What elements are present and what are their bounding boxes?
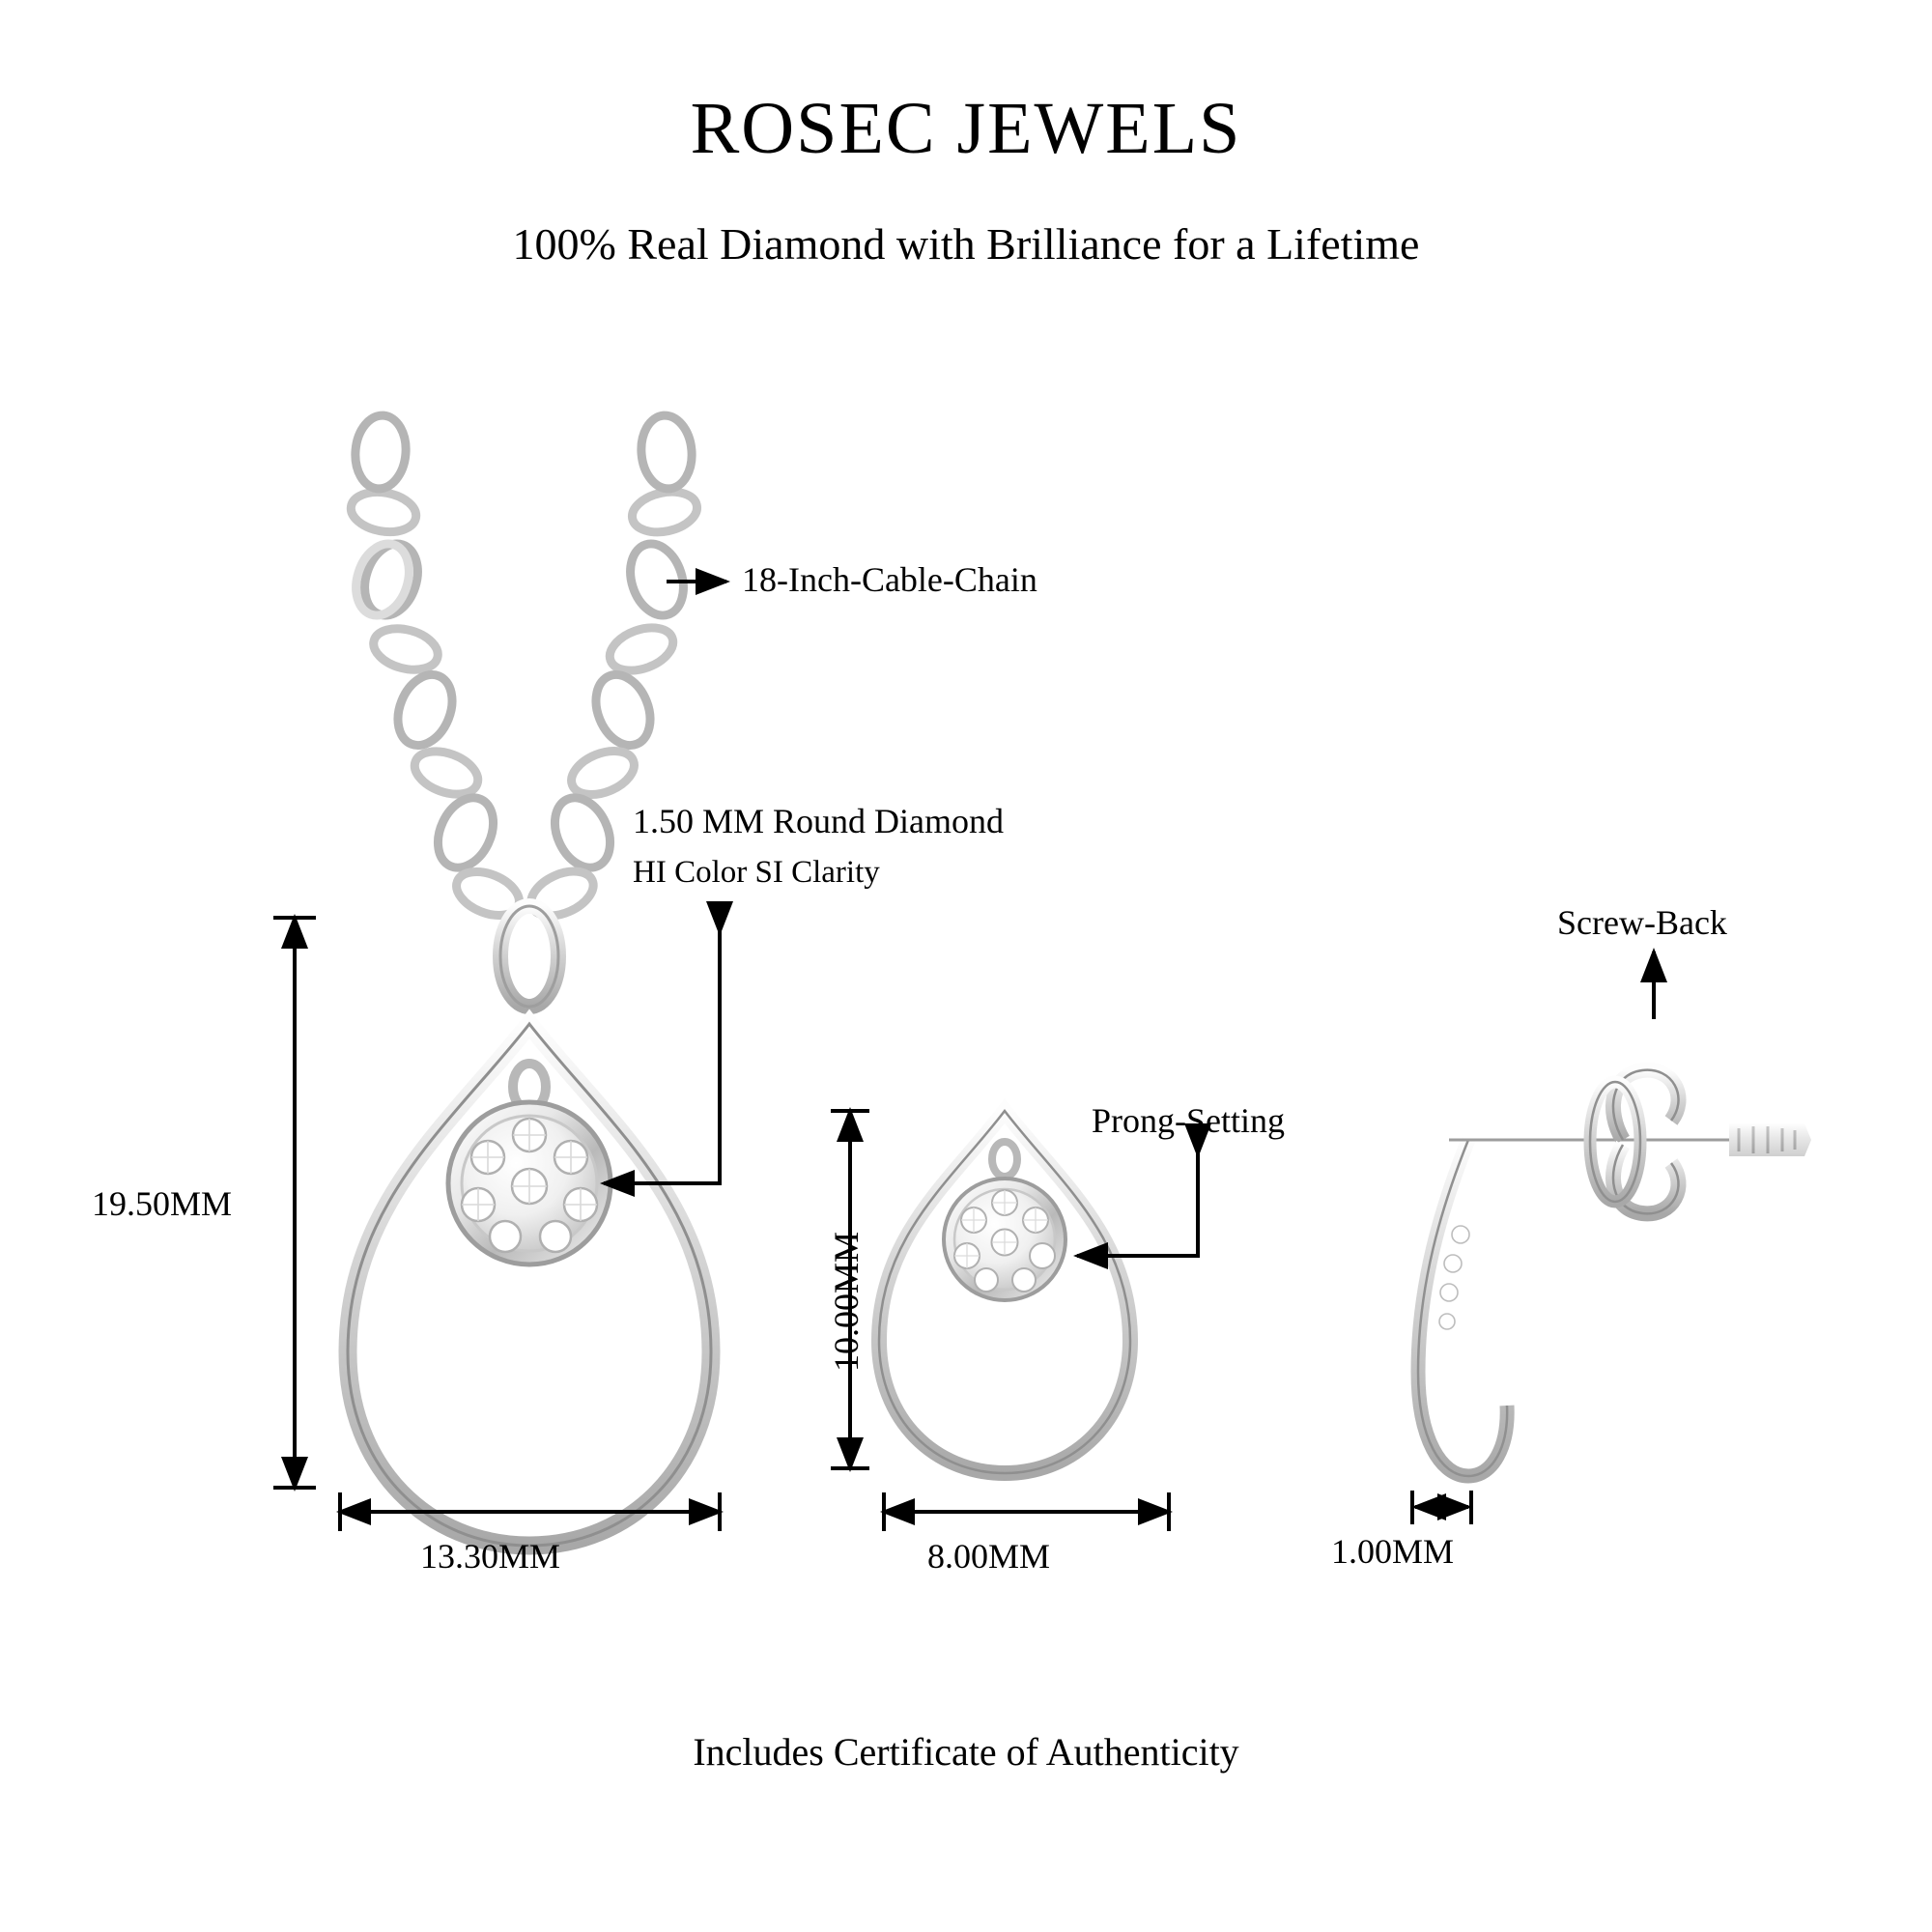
- diamond-label-line1: 1.50 MM Round Diamond: [633, 802, 1005, 840]
- certificate-note: Includes Certificate of Authenticity: [693, 1730, 1239, 1774]
- screw-back-label: Screw-Back: [1557, 903, 1727, 942]
- page-subtitle: 100% Real Diamond with Brilliance for a Lifetime: [512, 219, 1420, 269]
- prong-setting-label: Prong-Setting: [1092, 1101, 1286, 1140]
- earring-side-profile-icon: [1418, 1070, 1811, 1476]
- earring-width-dim: 8.00MM: [927, 1537, 1051, 1576]
- pendant-height-dim: 19.50MM: [92, 1184, 233, 1223]
- pendant-width-dim: 13.30MM: [420, 1537, 561, 1576]
- earring-thickness-dim: 1.00MM: [1331, 1532, 1455, 1571]
- teardrop-earring-icon: [879, 1111, 1130, 1473]
- teardrop-pendant-icon: [348, 906, 711, 1546]
- diamond-label-line2: HI Color SI Clarity: [633, 855, 880, 890]
- page-title: ROSEC JEWELS: [690, 88, 1242, 169]
- leader-arrow-icon: [604, 582, 1654, 1256]
- dimension-lines: [273, 918, 1471, 1531]
- earring-height-dim: 10.00MM: [827, 1231, 866, 1372]
- chain-label: 18-Inch-Cable-Chain: [742, 560, 1037, 599]
- cable-chain-icon: [348, 413, 701, 924]
